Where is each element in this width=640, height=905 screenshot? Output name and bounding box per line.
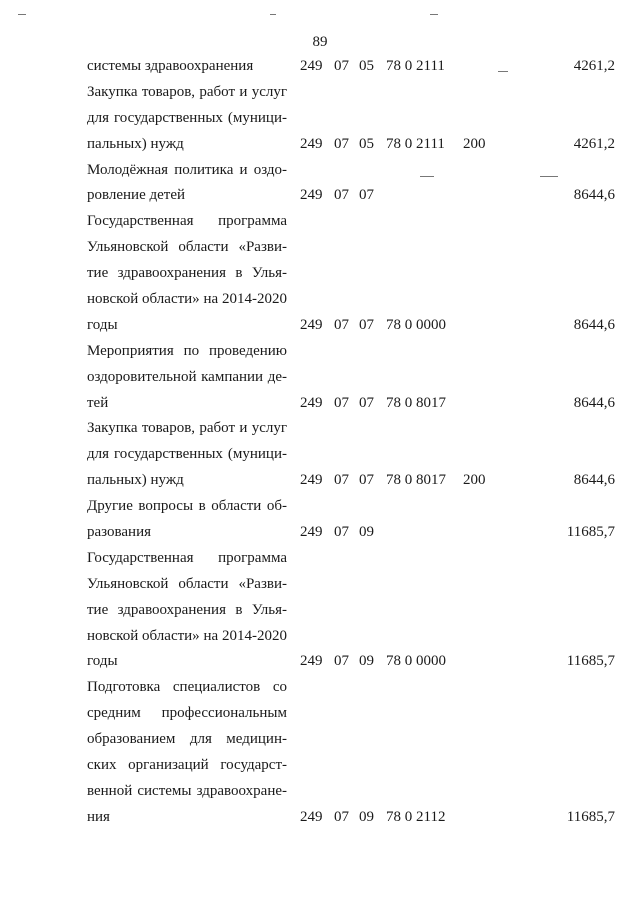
scan-speck — [498, 71, 508, 72]
target-article-code: 78 0 0000 — [386, 316, 446, 333]
section-code: 07 — [334, 394, 349, 411]
row-codes — [0, 132, 640, 158]
description-line: Подготовка специалистов со — [87, 679, 287, 696]
description-line: Молодёжная политика и оздо- — [87, 161, 287, 178]
grbs-code: 249 — [300, 316, 323, 333]
table-row — [0, 546, 640, 675]
target-article-code: 78 0 2111 — [386, 58, 445, 74]
subsection-code: 05 — [359, 58, 374, 74]
row-codes — [0, 520, 640, 546]
description-line: тие здравоохранения в Улья- — [87, 265, 287, 282]
section-code: 07 — [334, 187, 349, 204]
scan-speck — [540, 176, 558, 177]
target-article-code: 78 0 8017 — [386, 472, 446, 489]
table-row — [0, 339, 640, 417]
amount-value: 11685,7 — [566, 808, 615, 825]
subsection-code: 09 — [359, 653, 374, 670]
description-line: Мероприятия по проведению — [87, 342, 287, 359]
page-number: 89 — [312, 34, 328, 50]
section-code: 07 — [334, 316, 349, 333]
grbs-code: 249 — [300, 808, 323, 825]
description-line: для государственных (муници- — [87, 446, 287, 463]
amount-value: 8644,6 — [573, 187, 615, 204]
description-line: Другие вопросы в области об- — [87, 498, 287, 515]
scan-speck — [420, 176, 434, 177]
subsection-code: 09 — [359, 808, 374, 825]
target-article-code: 78 0 2111 — [386, 135, 445, 152]
section-code: 07 — [334, 524, 349, 541]
amount-value: 4261,2 — [573, 58, 615, 74]
table-row — [0, 416, 640, 494]
target-article-code: 78 0 0000 — [386, 653, 446, 670]
description-line: Закупка товаров, работ и услуг — [87, 420, 287, 437]
budget-table — [0, 54, 640, 831]
table-row — [0, 80, 640, 158]
amount-value: 8644,6 — [573, 394, 615, 411]
grbs-code: 249 — [300, 394, 323, 411]
row-codes — [0, 313, 640, 339]
description-line: для государственных (муници- — [87, 109, 287, 126]
subsection-code: 09 — [359, 524, 374, 541]
amount-value: 11685,7 — [566, 524, 615, 541]
scan-speck — [430, 14, 438, 15]
grbs-code: 249 — [300, 472, 323, 489]
description-line: тие здравоохранения в Улья- — [87, 601, 287, 618]
description-line: ния — [87, 808, 110, 825]
table-row — [0, 494, 640, 546]
description-line: оздоровительной кампании де- — [87, 368, 287, 385]
description-line: годы — [87, 653, 118, 670]
amount-value: 8644,6 — [573, 472, 615, 489]
description-line: тей — [87, 394, 109, 411]
row-codes — [0, 183, 640, 209]
description-line: пальных) нужд — [87, 472, 184, 489]
description-line: Ульяновской области «Разви- — [87, 575, 287, 592]
grbs-code: 249 — [300, 524, 323, 541]
subsection-code: 07 — [359, 472, 374, 489]
description-line: пальных) нужд — [87, 135, 184, 152]
row-codes — [0, 649, 640, 675]
grbs-code: 249 — [300, 187, 323, 204]
description-line: новской области» на 2014-2020 — [87, 627, 287, 644]
table-row — [0, 54, 640, 80]
scan-speck — [270, 14, 276, 15]
expense-type-code: 200 — [463, 472, 486, 489]
scan-speck — [18, 14, 26, 15]
row-codes — [0, 391, 640, 417]
section-code: 07 — [334, 135, 349, 152]
subsection-code: 07 — [359, 316, 374, 333]
section-code: 07 — [334, 58, 349, 74]
table-row — [0, 158, 640, 210]
description-line: годы — [87, 316, 118, 333]
description-line: системы здравоохранения — [87, 58, 254, 74]
row-codes — [0, 805, 640, 831]
description-line: разования — [87, 524, 151, 541]
target-article-code: 78 0 2112 — [386, 808, 446, 825]
table-row — [0, 209, 640, 338]
description-line: Государственная программа — [87, 213, 287, 230]
grbs-code: 249 — [300, 653, 323, 670]
description-line: ских организаций государст- — [87, 757, 287, 774]
amount-value: 8644,6 — [573, 316, 615, 333]
amount-value: 11685,7 — [566, 653, 615, 670]
description-line: Государственная программа — [87, 549, 287, 566]
grbs-code: 249 — [300, 135, 323, 152]
row-codes — [0, 468, 640, 494]
subsection-code: 07 — [359, 394, 374, 411]
row-codes — [0, 54, 640, 80]
description-line: венной системы здравоохране- — [87, 782, 287, 799]
description-line: новской области» на 2014-2020 — [87, 291, 287, 308]
target-article-code: 78 0 8017 — [386, 394, 446, 411]
amount-value: 4261,2 — [573, 135, 615, 152]
section-code: 07 — [334, 472, 349, 489]
table-row — [0, 675, 640, 830]
grbs-code: 249 — [300, 58, 323, 74]
expense-type-code: 200 — [463, 135, 486, 152]
description-line: образованием для медицин- — [87, 731, 287, 748]
description-line: средним профессиональным — [87, 705, 287, 722]
subsection-code: 07 — [359, 187, 374, 204]
description-line: Ульяновской области «Разви- — [87, 239, 287, 256]
description-line: ровление детей — [87, 187, 186, 204]
section-code: 07 — [334, 808, 349, 825]
section-code: 07 — [334, 653, 349, 670]
subsection-code: 05 — [359, 135, 374, 152]
description-line: Закупка товаров, работ и услуг — [87, 83, 287, 100]
